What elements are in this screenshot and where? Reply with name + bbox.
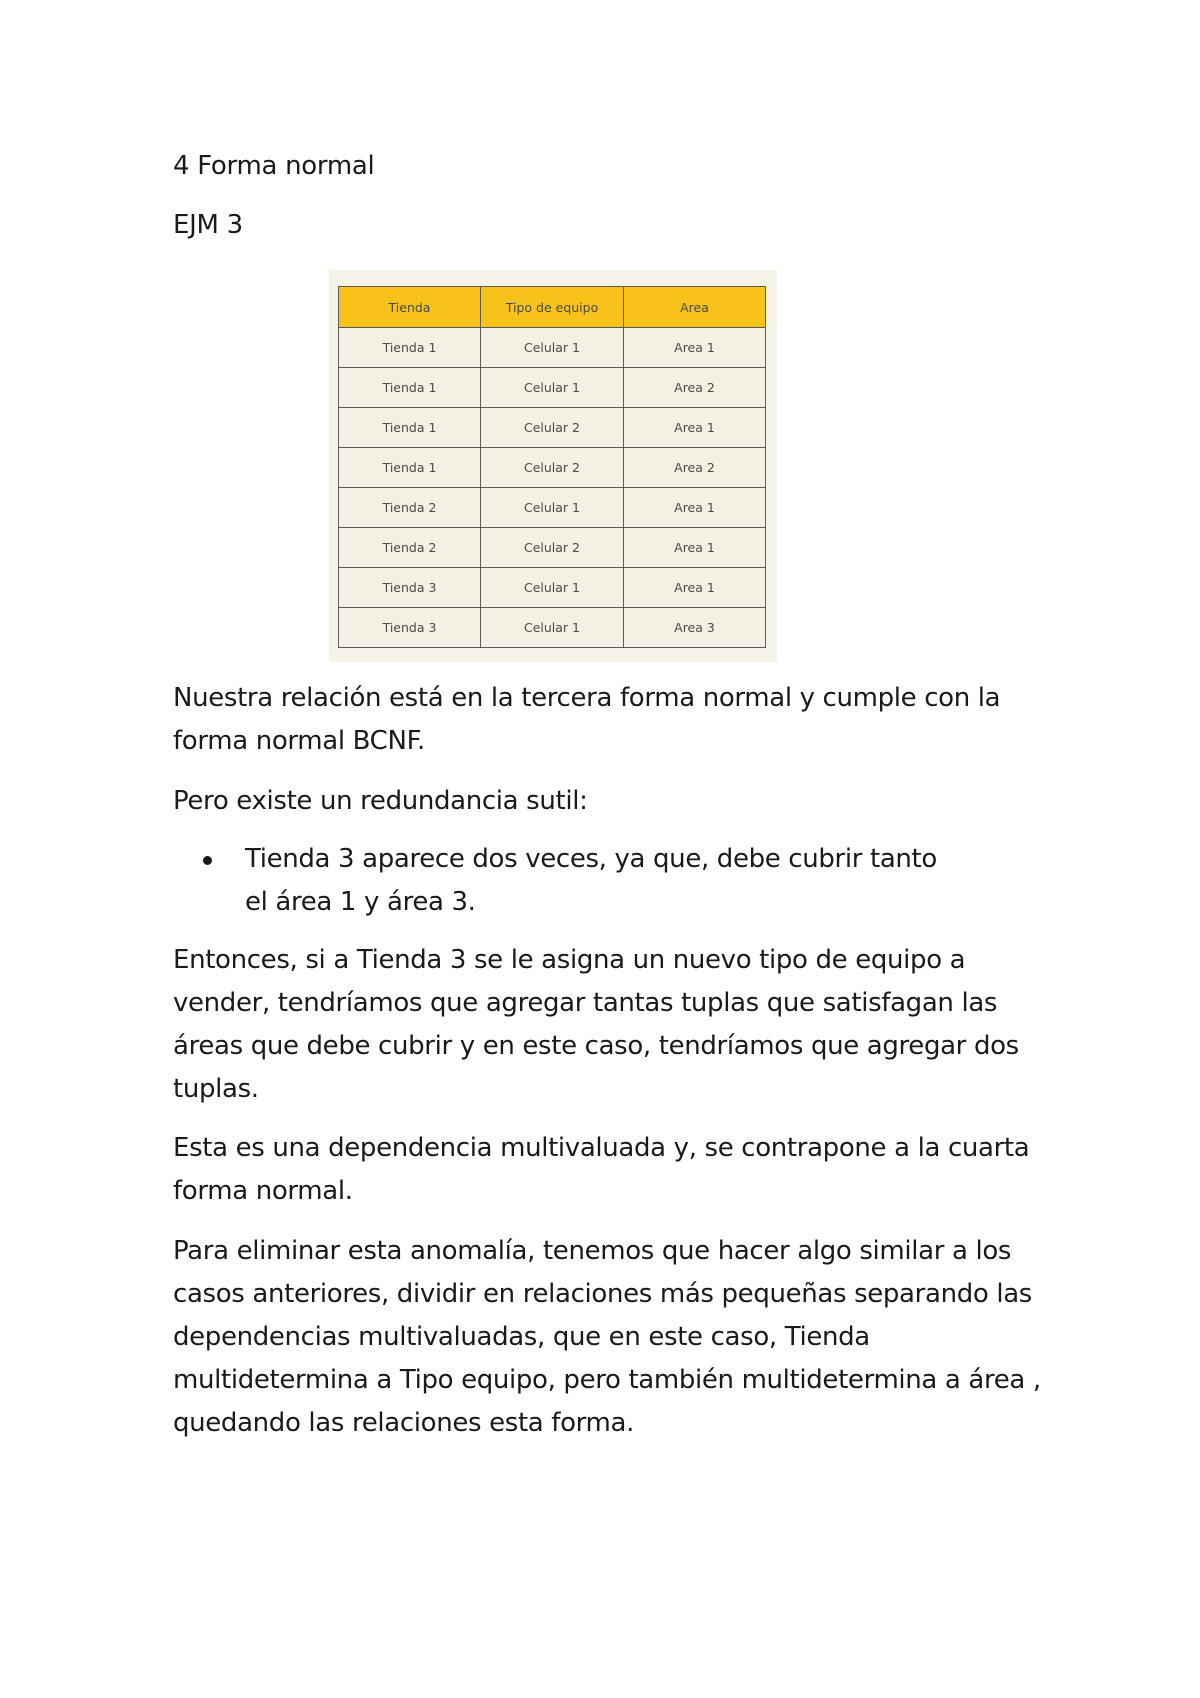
table-cell: Celular 1 (481, 568, 624, 608)
table-cell: Area 2 (624, 368, 766, 408)
table-cell: Tienda 2 (339, 488, 481, 528)
table-cell: Tienda 2 (339, 528, 481, 568)
table-cell: Area 1 (624, 408, 766, 448)
table-cell: Tienda 1 (339, 368, 481, 408)
table-cell: Tienda 1 (339, 328, 481, 368)
paragraph-redundancy: Pero existe un redundancia sutil: (173, 786, 588, 816)
table-cell: Celular 1 (481, 368, 624, 408)
table-cell: Area 3 (624, 608, 766, 648)
table-cell: Tienda 3 (339, 568, 481, 608)
paragraph-normal-form: Nuestra relación está en la tercera forma normal y cumple con la forma normal BCNF. (173, 683, 1001, 756)
example-heading: EJM 3 (173, 210, 243, 240)
header-tipo-equipo: Tipo de equipo (481, 287, 624, 328)
table-cell: Celular 1 (481, 328, 624, 368)
bullet-icon (203, 856, 212, 865)
table-row (339, 368, 766, 408)
header-tienda: Tienda (339, 287, 481, 328)
table-cell: Area 2 (624, 448, 766, 488)
table-row (339, 608, 766, 648)
table-cell: Tienda 1 (339, 408, 481, 448)
table-cell: Celular 1 (481, 608, 624, 648)
table-cell: Tienda 3 (339, 608, 481, 648)
table-cell: Area 1 (624, 488, 766, 528)
paragraph-multivalued: Esta es una dependencia multivaluada y, se contrapone a la cuarta forma normal. (173, 1133, 1030, 1206)
table-cell: Celular 2 (481, 448, 624, 488)
bullet-item: Tienda 3 aparece dos veces, ya que, debe cubrir tanto el área 1 y área 3. (245, 844, 937, 917)
table-cell: Tienda 1 (339, 448, 481, 488)
table-cell: Area 1 (624, 328, 766, 368)
data-table (338, 286, 766, 648)
table-row (339, 528, 766, 568)
table-row (339, 488, 766, 528)
table-row (339, 328, 766, 368)
table-cell: Celular 2 (481, 408, 624, 448)
table-row (339, 448, 766, 488)
table-row (339, 408, 766, 448)
table-cell: Celular 1 (481, 488, 624, 528)
table-cell: Area 1 (624, 568, 766, 608)
table-header-row (339, 287, 766, 328)
section-heading: 4 Forma normal (173, 151, 375, 181)
table-image (329, 270, 777, 662)
table-row (339, 568, 766, 608)
header-area: Area (624, 287, 766, 328)
table-cell: Celular 2 (481, 528, 624, 568)
paragraph-example: Entonces, si a Tienda 3 se le asigna un nuevo tipo de equipo a vender, tendríamos que agregar tantas tuplas que satisfagan las áreas que debe cubrir y en este caso, tendríamos que agregar dos tuplas. (173, 945, 1019, 1104)
table-cell: Area 1 (624, 528, 766, 568)
paragraph-solution: Para eliminar esta anomalía, tenemos que hacer algo similar a los casos anteriores, dividir en relaciones más pequeñas separando las dependencias multivaluadas, que en este caso, Tienda multidetermina a Tipo equipo, pero también multidetermina a área , quedando las relaciones esta forma. (173, 1236, 1041, 1438)
